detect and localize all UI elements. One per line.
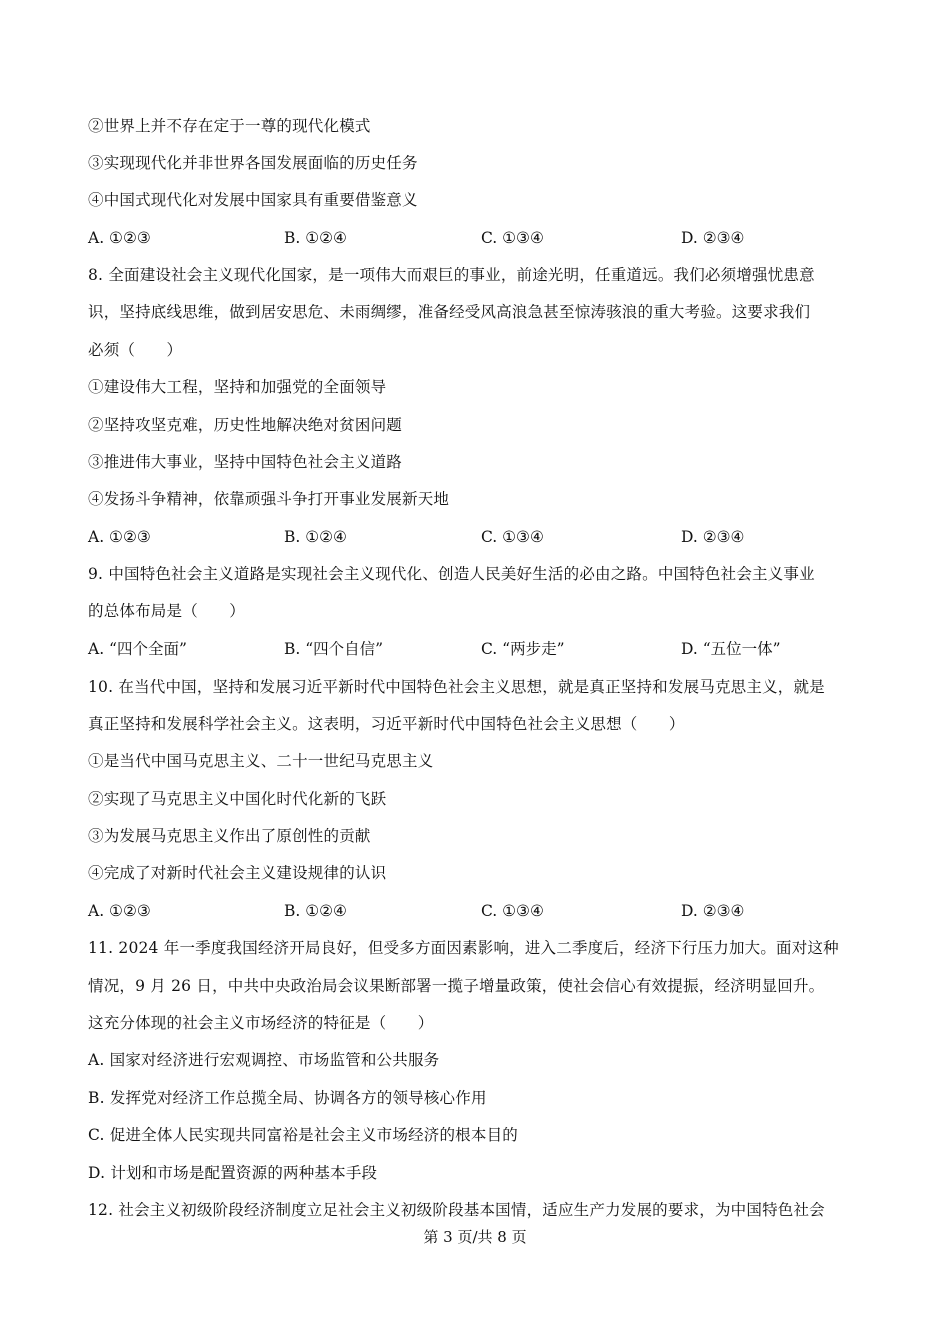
option-d[interactable]: D. ②③④ bbox=[681, 528, 745, 546]
statement: ④发扬斗争精神，依靠顽强斗争打开事业发展新天地 bbox=[88, 490, 450, 508]
option-c[interactable]: C. ①③④ bbox=[481, 528, 544, 546]
option-b[interactable]: B. “四个自信” bbox=[284, 640, 384, 658]
statement: ①建设伟大工程，坚持和加强党的全面领导 bbox=[88, 378, 387, 396]
statement: ④中国式现代化对发展中国家具有重要借鉴意义 bbox=[88, 191, 418, 209]
option-a[interactable]: A. “四个全面” bbox=[88, 640, 187, 658]
question-stem: 12. 社会主义初级阶段经济制度立足社会主义初级阶段基本国情，适应生产力发展的要求，为中国特色社会 bbox=[88, 1201, 825, 1219]
option-d[interactable]: D. ②③④ bbox=[681, 902, 745, 920]
question-stem: 这充分体现的社会主义市场经济的特征是（ ） bbox=[88, 1014, 434, 1032]
option-c[interactable]: C. 促进全体人民实现共同富裕是社会主义市场经济的根本目的 bbox=[88, 1126, 518, 1144]
option-a[interactable]: A. ①②③ bbox=[88, 528, 151, 546]
statement: ②坚持攻坚克难，历史性地解决绝对贫困问题 bbox=[88, 416, 403, 434]
question-stem: 10. 在当代中国，坚持和发展习近平新时代中国特色社会主义思想，就是真正坚持和发展马克思主义，就是 bbox=[88, 678, 825, 696]
option-c[interactable]: C. “两步走” bbox=[481, 640, 565, 658]
question-stem: 真正坚持和发展科学社会主义。这表明，习近平新时代中国特色社会主义思想（ ） bbox=[88, 715, 685, 733]
option-b[interactable]: B. ①②④ bbox=[284, 902, 347, 920]
statement: ②世界上并不存在定于一尊的现代化模式 bbox=[88, 117, 371, 135]
question-stem: 识，坚持底线思维，做到居安思危、未雨绸缪，准备经受风高浪急甚至惊涛骇浪的重大考验。这要求我们 bbox=[88, 303, 811, 321]
page-number: 第 3 页/共 8 页 bbox=[423, 1228, 527, 1246]
statement: ③实现现代化并非世界各国发展面临的历史任务 bbox=[88, 154, 418, 172]
question-stem: 9. 中国特色社会主义道路是实现社会主义现代化、创造人民美好生活的必由之路。中国特色社会主义事业 bbox=[88, 565, 815, 583]
option-c[interactable]: C. ①③④ bbox=[481, 902, 544, 920]
statement: ②实现了马克思主义中国化时代化新的飞跃 bbox=[88, 790, 387, 808]
option-b[interactable]: B. ①②④ bbox=[284, 229, 347, 247]
option-c[interactable]: C. ①③④ bbox=[481, 229, 544, 247]
option-a[interactable]: A. ①②③ bbox=[88, 902, 151, 920]
question-stem: 情况，9 月 26 日，中共中央政治局会议果断部署一揽子增量政策，使社会信心有效提振，经济明显回升。 bbox=[88, 977, 825, 995]
question-stem: 8. 全面建设社会主义现代化国家，是一项伟大而艰巨的事业，前途光明，任重道远。我们必须增强忧患意 bbox=[88, 266, 815, 284]
question-stem: 的总体布局是（ ） bbox=[88, 602, 246, 620]
statement: ③为发展马克思主义作出了原创性的贡献 bbox=[88, 827, 371, 845]
option-b[interactable]: B. ①②④ bbox=[284, 528, 347, 546]
option-a[interactable]: A. ①②③ bbox=[88, 229, 151, 247]
statement: ③推进伟大事业，坚持中国特色社会主义道路 bbox=[88, 453, 403, 471]
statement: ①是当代中国马克思主义、二十一世纪马克思主义 bbox=[88, 752, 434, 770]
statement: ④完成了对新时代社会主义建设规律的认识 bbox=[88, 864, 387, 882]
question-stem: 必须（ ） bbox=[88, 341, 183, 359]
option-d[interactable]: D. ②③④ bbox=[681, 229, 745, 247]
option-d[interactable]: D. “五位一体” bbox=[681, 640, 781, 658]
question-stem: 11. 2024 年一季度我国经济开局良好，但受多方面因素影响，进入二季度后，经济下行压力加大。面对这种 bbox=[88, 939, 839, 957]
option-d[interactable]: D. 计划和市场是配置资源的两种基本手段 bbox=[88, 1164, 378, 1182]
option-b[interactable]: B. 发挥党对经济工作总揽全局、协调各方的领导核心作用 bbox=[88, 1089, 487, 1107]
option-a[interactable]: A. 国家对经济进行宏观调控、市场监管和公共服务 bbox=[88, 1051, 440, 1069]
